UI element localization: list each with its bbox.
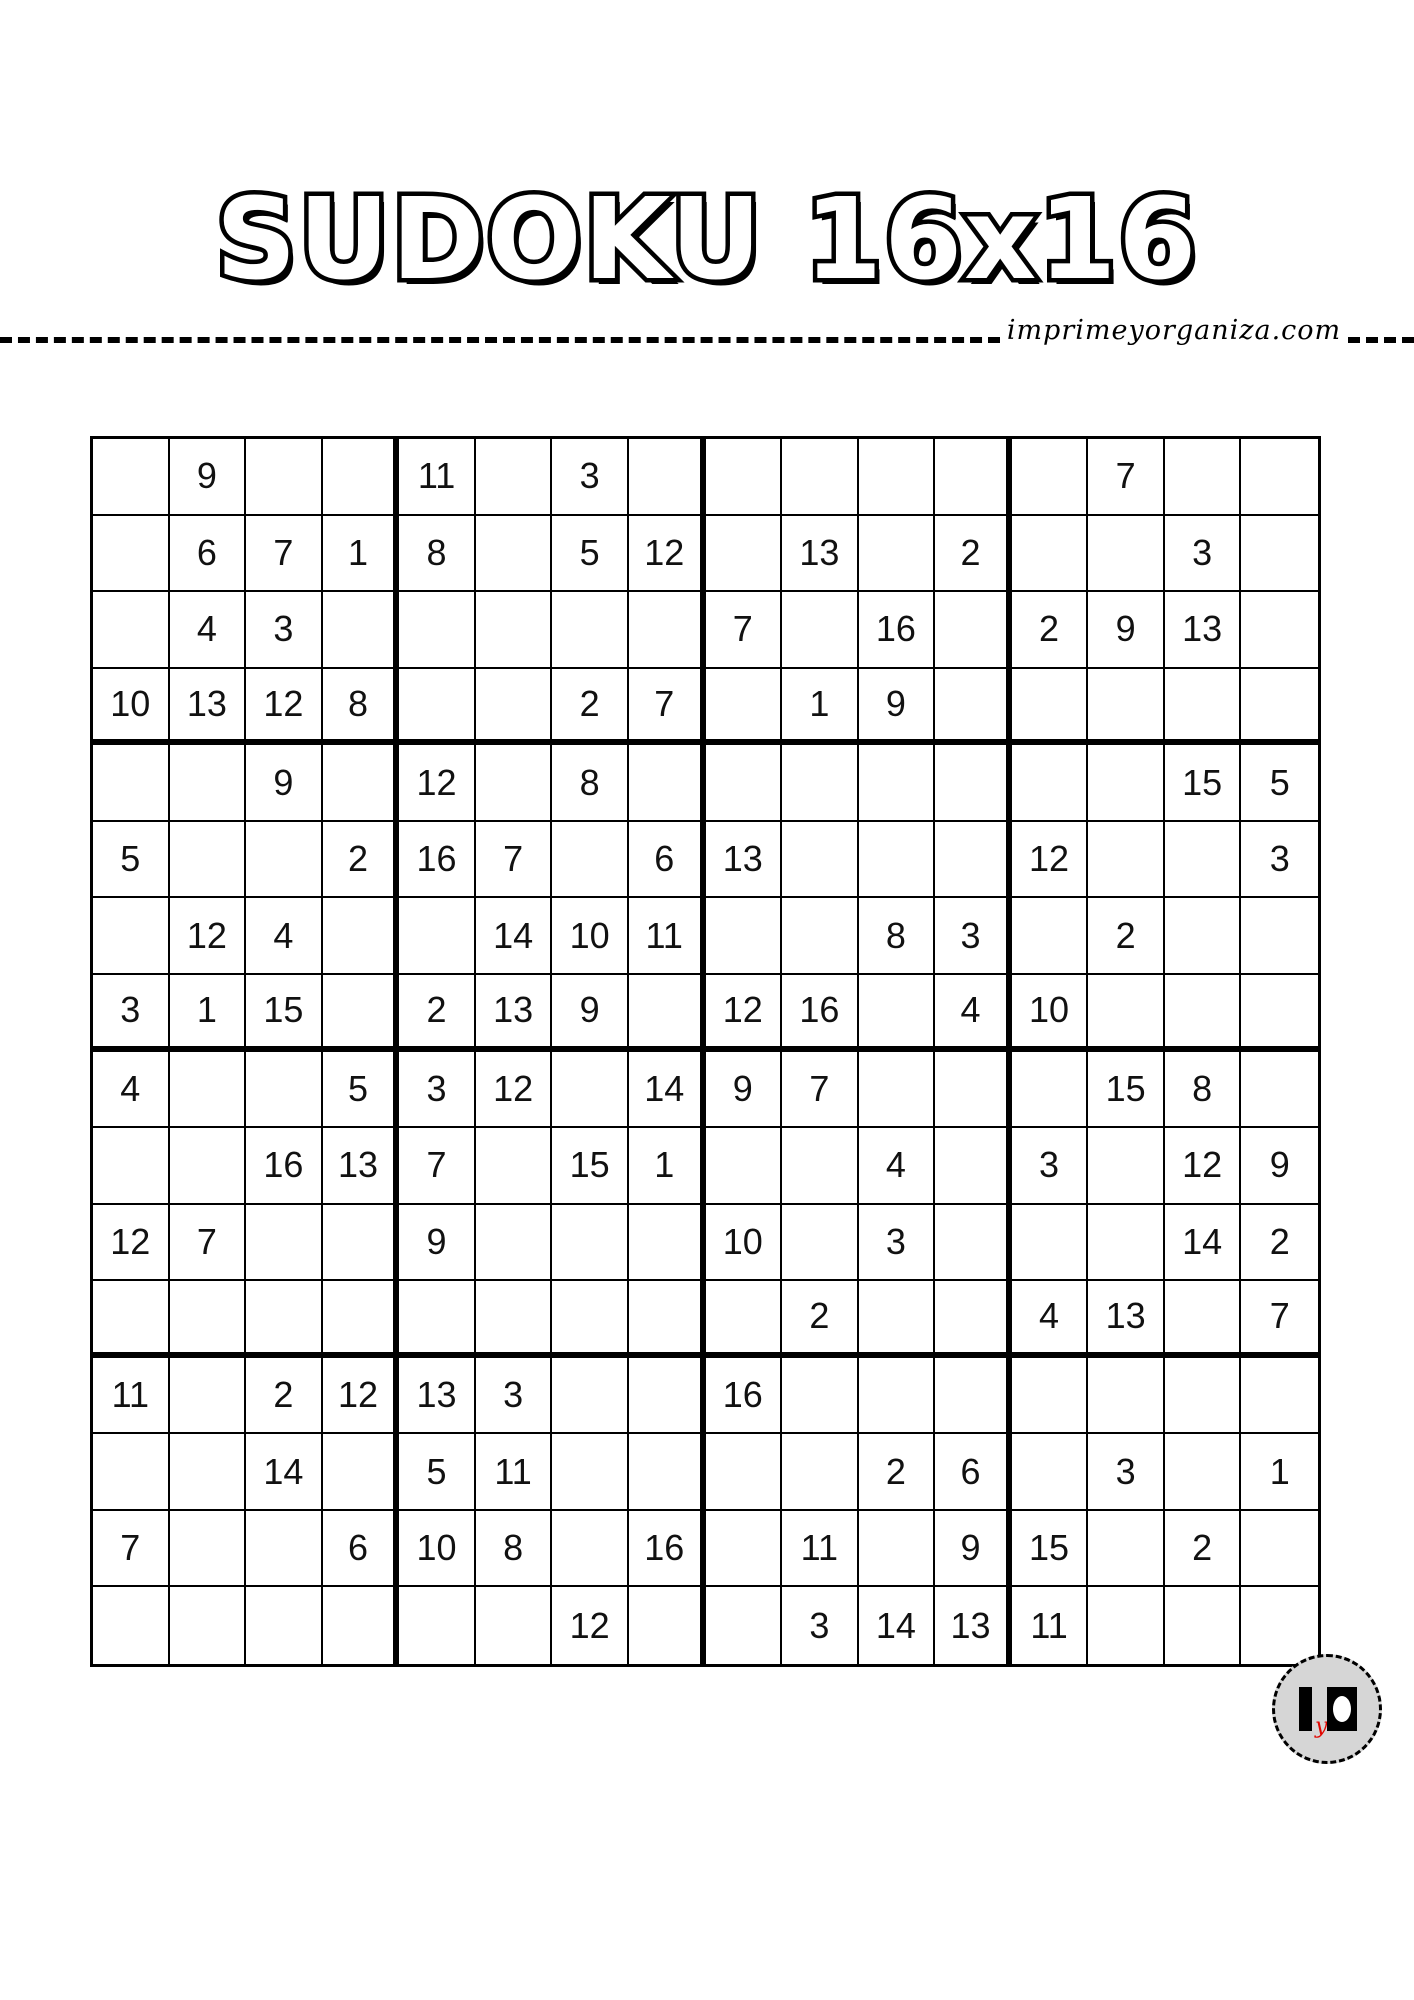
given-cell: 11 [399, 439, 476, 516]
given-cell: 6 [935, 1434, 1012, 1511]
empty-cell[interactable] [1088, 822, 1165, 899]
empty-cell[interactable] [93, 745, 170, 822]
empty-cell[interactable] [782, 745, 859, 822]
given-cell: 16 [246, 1128, 323, 1205]
given-cell: 14 [629, 1052, 706, 1129]
empty-cell[interactable] [246, 1587, 323, 1664]
empty-cell[interactable] [170, 1052, 247, 1129]
given-cell: 14 [476, 898, 553, 975]
empty-cell[interactable] [935, 669, 1012, 746]
empty-cell[interactable] [323, 1205, 400, 1282]
empty-cell[interactable] [93, 1434, 170, 1511]
empty-cell[interactable] [170, 1434, 247, 1511]
given-cell: 10 [1012, 975, 1089, 1052]
given-cell: 4 [170, 592, 247, 669]
empty-cell[interactable] [476, 592, 553, 669]
empty-cell[interactable] [399, 1281, 476, 1358]
empty-cell[interactable] [399, 669, 476, 746]
empty-cell[interactable] [93, 516, 170, 593]
given-cell: 12 [93, 1205, 170, 1282]
empty-cell[interactable] [935, 439, 1012, 516]
empty-cell[interactable] [476, 1205, 553, 1282]
given-cell: 6 [629, 822, 706, 899]
given-cell: 12 [170, 898, 247, 975]
given-cell: 5 [552, 516, 629, 593]
given-cell: 12 [399, 745, 476, 822]
given-cell: 3 [1165, 516, 1242, 593]
empty-cell[interactable] [859, 1358, 936, 1435]
empty-cell[interactable] [1012, 1358, 1089, 1435]
given-cell: 3 [1241, 822, 1318, 899]
empty-cell[interactable] [1088, 975, 1165, 1052]
empty-cell[interactable] [935, 822, 1012, 899]
given-cell: 16 [859, 592, 936, 669]
page-title: SUDOKU 16x16 [215, 175, 1199, 305]
given-cell: 6 [323, 1511, 400, 1588]
empty-cell[interactable] [323, 1281, 400, 1358]
given-cell: 14 [246, 1434, 323, 1511]
empty-cell[interactable] [552, 1434, 629, 1511]
empty-cell[interactable] [552, 1052, 629, 1129]
given-cell: 2 [552, 669, 629, 746]
given-cell: 1 [782, 669, 859, 746]
empty-cell[interactable] [170, 1281, 247, 1358]
given-cell: 3 [246, 592, 323, 669]
given-cell: 12 [552, 1587, 629, 1664]
empty-cell[interactable] [1165, 1358, 1242, 1435]
empty-cell[interactable] [782, 1205, 859, 1282]
given-cell: 8 [399, 516, 476, 593]
empty-cell[interactable] [1165, 439, 1242, 516]
empty-cell[interactable] [1012, 898, 1089, 975]
empty-cell[interactable] [782, 439, 859, 516]
given-cell: 2 [323, 822, 400, 899]
given-cell: 3 [1012, 1128, 1089, 1205]
dashed-line-left [0, 337, 1000, 343]
empty-cell[interactable] [1088, 1128, 1165, 1205]
given-cell: 3 [935, 898, 1012, 975]
given-cell: 15 [246, 975, 323, 1052]
given-cell: 8 [552, 745, 629, 822]
given-cell: 11 [476, 1434, 553, 1511]
empty-cell[interactable] [1241, 592, 1318, 669]
given-cell: 10 [399, 1511, 476, 1588]
iyo-logo-icon [1275, 1657, 1379, 1761]
given-cell: 9 [552, 975, 629, 1052]
empty-cell[interactable] [629, 1205, 706, 1282]
empty-cell[interactable] [1241, 898, 1318, 975]
given-cell: 2 [1088, 898, 1165, 975]
given-cell: 9 [1088, 592, 1165, 669]
svg-text:y: y [1315, 1714, 1328, 1739]
empty-cell[interactable] [1241, 1587, 1318, 1664]
given-cell: 8 [476, 1511, 553, 1588]
empty-cell[interactable] [93, 898, 170, 975]
website-label: imprimeyorganiza.com [1006, 315, 1342, 346]
empty-cell[interactable] [246, 1205, 323, 1282]
empty-cell[interactable] [859, 822, 936, 899]
empty-cell[interactable] [629, 1358, 706, 1435]
given-cell: 7 [476, 822, 553, 899]
given-cell: 3 [859, 1205, 936, 1282]
given-cell: 7 [706, 592, 783, 669]
given-cell: 13 [170, 669, 247, 746]
given-cell: 7 [782, 1052, 859, 1129]
empty-cell[interactable] [629, 975, 706, 1052]
given-cell: 7 [1241, 1281, 1318, 1358]
given-cell: 10 [93, 669, 170, 746]
given-cell: 11 [629, 898, 706, 975]
given-cell: 2 [1165, 1511, 1242, 1588]
given-cell: 15 [1088, 1052, 1165, 1129]
empty-cell[interactable] [859, 439, 936, 516]
empty-cell[interactable] [399, 898, 476, 975]
empty-cell[interactable] [1241, 1511, 1318, 1588]
empty-cell[interactable] [706, 745, 783, 822]
given-cell: 9 [935, 1511, 1012, 1588]
given-cell: 2 [859, 1434, 936, 1511]
empty-cell[interactable] [706, 1128, 783, 1205]
empty-cell[interactable] [1241, 975, 1318, 1052]
empty-cell[interactable] [935, 1205, 1012, 1282]
given-cell: 2 [1012, 592, 1089, 669]
given-cell: 15 [1012, 1511, 1089, 1588]
empty-cell[interactable] [476, 669, 553, 746]
empty-cell[interactable] [170, 1128, 247, 1205]
empty-cell[interactable] [782, 1434, 859, 1511]
empty-cell[interactable] [93, 1281, 170, 1358]
empty-cell[interactable] [1241, 1052, 1318, 1129]
given-cell: 13 [782, 516, 859, 593]
empty-cell[interactable] [399, 1587, 476, 1664]
empty-cell[interactable] [93, 1587, 170, 1664]
given-cell: 16 [399, 822, 476, 899]
given-cell: 2 [782, 1281, 859, 1358]
given-cell: 16 [706, 1358, 783, 1435]
empty-cell[interactable] [935, 1128, 1012, 1205]
empty-cell[interactable] [323, 439, 400, 516]
empty-cell[interactable] [1165, 1434, 1242, 1511]
empty-cell[interactable] [1012, 669, 1089, 746]
given-cell: 4 [859, 1128, 936, 1205]
empty-cell[interactable] [859, 975, 936, 1052]
given-cell: 11 [93, 1358, 170, 1435]
empty-cell[interactable] [1088, 1511, 1165, 1588]
given-cell: 4 [93, 1052, 170, 1129]
empty-cell[interactable] [1088, 1358, 1165, 1435]
given-cell: 7 [629, 669, 706, 746]
given-cell: 7 [170, 1205, 247, 1282]
empty-cell[interactable] [1241, 516, 1318, 593]
empty-cell[interactable] [323, 898, 400, 975]
given-cell: 16 [782, 975, 859, 1052]
empty-cell[interactable] [323, 1587, 400, 1664]
given-cell: 5 [93, 822, 170, 899]
empty-cell[interactable] [93, 439, 170, 516]
empty-cell[interactable] [170, 1511, 247, 1588]
given-cell: 2 [246, 1358, 323, 1435]
empty-cell[interactable] [476, 1587, 553, 1664]
given-cell: 12 [706, 975, 783, 1052]
empty-cell[interactable] [706, 516, 783, 593]
given-cell: 9 [399, 1205, 476, 1282]
given-cell: 2 [399, 975, 476, 1052]
given-cell: 15 [1165, 745, 1242, 822]
empty-cell[interactable] [552, 1358, 629, 1435]
empty-cell[interactable] [170, 745, 247, 822]
empty-cell[interactable] [859, 1511, 936, 1588]
empty-cell[interactable] [552, 1281, 629, 1358]
empty-cell[interactable] [246, 1052, 323, 1129]
empty-cell[interactable] [935, 1358, 1012, 1435]
empty-cell[interactable] [782, 822, 859, 899]
empty-cell[interactable] [706, 898, 783, 975]
given-cell: 8 [859, 898, 936, 975]
given-cell: 9 [170, 439, 247, 516]
given-cell: 7 [93, 1511, 170, 1588]
given-cell: 13 [1165, 592, 1242, 669]
dashed-line-right [1348, 337, 1414, 343]
empty-cell[interactable] [399, 592, 476, 669]
empty-cell[interactable] [552, 1511, 629, 1588]
given-cell: 1 [170, 975, 247, 1052]
given-cell: 12 [323, 1358, 400, 1435]
given-cell: 13 [399, 1358, 476, 1435]
given-cell: 3 [552, 439, 629, 516]
empty-cell[interactable] [1241, 1358, 1318, 1435]
given-cell: 3 [476, 1358, 553, 1435]
empty-cell[interactable] [1165, 898, 1242, 975]
empty-cell[interactable] [246, 439, 323, 516]
empty-cell[interactable] [1012, 1434, 1089, 1511]
empty-cell[interactable] [1165, 1281, 1242, 1358]
empty-cell[interactable] [629, 1434, 706, 1511]
empty-cell[interactable] [706, 1281, 783, 1358]
empty-cell[interactable] [935, 1052, 1012, 1129]
empty-cell[interactable] [1012, 516, 1089, 593]
given-cell: 3 [782, 1587, 859, 1664]
given-cell: 1 [323, 516, 400, 593]
given-cell: 13 [1088, 1281, 1165, 1358]
given-cell: 8 [323, 669, 400, 746]
empty-cell[interactable] [476, 745, 553, 822]
given-cell: 12 [1165, 1128, 1242, 1205]
given-cell: 3 [399, 1052, 476, 1129]
given-cell: 9 [1241, 1128, 1318, 1205]
empty-cell[interactable] [706, 1587, 783, 1664]
empty-cell[interactable] [1012, 1052, 1089, 1129]
empty-cell[interactable] [1012, 1205, 1089, 1282]
given-cell: 16 [629, 1511, 706, 1588]
empty-cell[interactable] [935, 592, 1012, 669]
given-cell: 12 [476, 1052, 553, 1129]
given-cell: 2 [935, 516, 1012, 593]
given-cell: 3 [1088, 1434, 1165, 1511]
given-cell: 11 [1012, 1587, 1089, 1664]
empty-cell[interactable] [552, 1205, 629, 1282]
empty-cell[interactable] [1088, 669, 1165, 746]
brand-logo [1272, 1654, 1382, 1764]
empty-cell[interactable] [706, 439, 783, 516]
empty-cell[interactable] [706, 669, 783, 746]
given-cell: 10 [552, 898, 629, 975]
empty-cell[interactable] [93, 592, 170, 669]
given-cell: 5 [323, 1052, 400, 1129]
empty-cell[interactable] [782, 1358, 859, 1435]
given-cell: 13 [323, 1128, 400, 1205]
empty-cell[interactable] [859, 1281, 936, 1358]
empty-cell[interactable] [782, 1128, 859, 1205]
empty-cell[interactable] [1088, 516, 1165, 593]
empty-cell[interactable] [170, 1587, 247, 1664]
given-cell: 1 [629, 1128, 706, 1205]
empty-cell[interactable] [629, 1587, 706, 1664]
empty-cell[interactable] [629, 745, 706, 822]
given-cell: 5 [1241, 745, 1318, 822]
empty-cell[interactable] [170, 822, 247, 899]
empty-cell[interactable] [476, 439, 553, 516]
empty-cell[interactable] [323, 745, 400, 822]
empty-cell[interactable] [323, 975, 400, 1052]
empty-cell[interactable] [246, 1511, 323, 1588]
empty-cell[interactable] [476, 1281, 553, 1358]
empty-cell[interactable] [859, 1052, 936, 1129]
given-cell: 4 [935, 975, 1012, 1052]
given-cell: 1 [1241, 1434, 1318, 1511]
given-cell: 12 [629, 516, 706, 593]
given-cell: 9 [706, 1052, 783, 1129]
given-cell: 9 [246, 745, 323, 822]
empty-cell[interactable] [552, 822, 629, 899]
empty-cell[interactable] [1088, 1587, 1165, 1664]
empty-cell[interactable] [1241, 439, 1318, 516]
empty-cell[interactable] [1012, 439, 1089, 516]
given-cell: 3 [93, 975, 170, 1052]
given-cell: 14 [859, 1587, 936, 1664]
empty-cell[interactable] [1088, 745, 1165, 822]
given-cell: 8 [1165, 1052, 1242, 1129]
empty-cell[interactable] [476, 1128, 553, 1205]
empty-cell[interactable] [782, 592, 859, 669]
empty-cell[interactable] [706, 1511, 783, 1588]
empty-cell[interactable] [935, 1281, 1012, 1358]
given-cell: 12 [246, 669, 323, 746]
empty-cell[interactable] [859, 516, 936, 593]
empty-cell[interactable] [1165, 822, 1242, 899]
empty-cell[interactable] [782, 898, 859, 975]
empty-cell[interactable] [859, 745, 936, 822]
empty-cell[interactable] [1012, 745, 1089, 822]
empty-cell[interactable] [170, 1358, 247, 1435]
given-cell: 12 [1012, 822, 1089, 899]
given-cell: 14 [1165, 1205, 1242, 1282]
empty-cell[interactable] [323, 592, 400, 669]
given-cell: 7 [399, 1128, 476, 1205]
given-cell: 15 [552, 1128, 629, 1205]
empty-cell[interactable] [629, 592, 706, 669]
given-cell: 4 [1012, 1281, 1089, 1358]
given-cell: 5 [399, 1434, 476, 1511]
empty-cell[interactable] [1165, 975, 1242, 1052]
given-cell: 7 [1088, 439, 1165, 516]
given-cell: 10 [706, 1205, 783, 1282]
given-cell: 6 [170, 516, 247, 593]
empty-cell[interactable] [476, 516, 553, 593]
empty-cell[interactable] [323, 1434, 400, 1511]
empty-cell[interactable] [629, 439, 706, 516]
given-cell: 4 [246, 898, 323, 975]
given-cell: 2 [1241, 1205, 1318, 1282]
empty-cell[interactable] [1165, 669, 1242, 746]
given-cell: 9 [859, 669, 936, 746]
empty-cell[interactable] [1165, 1587, 1242, 1664]
empty-cell[interactable] [93, 1128, 170, 1205]
given-cell: 11 [782, 1511, 859, 1588]
given-cell: 13 [706, 822, 783, 899]
empty-cell[interactable] [629, 1281, 706, 1358]
sudoku-grid [90, 436, 1321, 1667]
empty-cell[interactable] [706, 1434, 783, 1511]
given-cell: 13 [476, 975, 553, 1052]
empty-cell[interactable] [935, 745, 1012, 822]
empty-cell[interactable] [1241, 669, 1318, 746]
empty-cell[interactable] [552, 592, 629, 669]
empty-cell[interactable] [1088, 1205, 1165, 1282]
given-cell: 7 [246, 516, 323, 593]
empty-cell[interactable] [246, 1281, 323, 1358]
given-cell: 13 [935, 1587, 1012, 1664]
empty-cell[interactable] [246, 822, 323, 899]
